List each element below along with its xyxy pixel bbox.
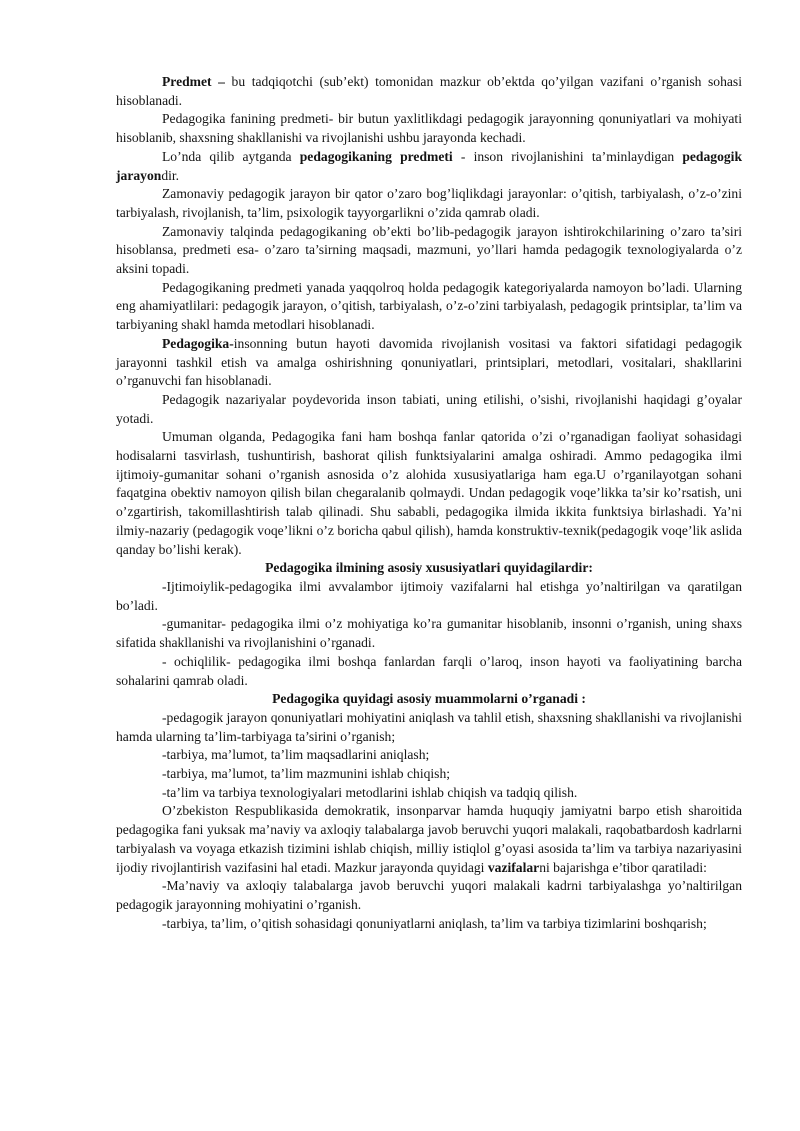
paragraph: [116, 428, 742, 559]
text-run: Zamonaviy talqinda pedagogikaning ob’ekti bo’lib-pedagogik jarayon ishtirokchilarining o’zaro ta’siri hisoblansa, predmeti esa- o’zaro ta’sirning maqsadi, mazmuni, yo’llari hamda pedagogik texnologiyalarda o’z aksini topadi.: [116, 223, 742, 277]
text-run: Umuman olganda, Pedagogika fani ham boshqa fanlar qatorida o’zi o’rganadigan faoliyat sohasidagi hodisalarni tasvirlash, tushuntirish, bashorat qilish funktsiyalarini amalga oshiradi. Ammo pedagogika ilmi ijtimoiy-gumanitar sohani o’rganish asnosida o’z alohida xususiyatlariga ham ega.U o’rganilayotgan sohani faqatgina obektiv namoyon qilish bilan chegaralanib qolmaydi. Undan pedagogik voqe’likka ta’sir ko’rsatish, uni o’zgartirish, takomillashtirish talab qilinadi. Shu sababli, pedagogika ilmida ikkita funktsiya birlashadi. Ya’ni ilmiy-nazariy (pedagogik voqe’likni o’z boricha qabul qilish), hamda konstruktiv-texnik(pedagogik voqe’lik aslida qanday bo’lishi kerak).: [116, 429, 742, 557]
paragraph: [116, 148, 742, 185]
paragraph: [116, 709, 742, 746]
paragraph: [116, 391, 742, 428]
text-run: - inson rivojlanishini ta’minlaydigan: [452, 148, 683, 164]
text-run: -tarbiya, ma’lumot, ta’lim maqsadlarini aniqlash;: [162, 747, 430, 763]
text-run: -tarbiya, ma’lumot, ta’lim mazmunini ishlab chiqish;: [162, 766, 451, 782]
paragraph: [116, 223, 742, 279]
bold-text: Pedagogika ilmining asosiy xususiyatlari quyidagilardir:: [265, 560, 593, 576]
paragraph: [116, 746, 742, 765]
paragraph: [116, 578, 742, 615]
paragraph: [116, 784, 742, 803]
text-run: bu tadqiqotchi (sub’ekt) tomonidan mazkur ob’ektda qo’yilgan vazifani o’rganish sohasi hisoblanadi.: [116, 74, 742, 108]
text-run: -gumanitar- pedagogika ilmi o’z mohiyatiga ko’ra gumanitar hisoblanib, insonni o’rganish, uning shaxs sifatida shakllanishi va rivojlanishini o’rganadi.: [116, 616, 742, 651]
text-run: -Ijtimoiylik-pedagogika ilmi avvalambor ijtimoiy vazifalarni hal etishga yo’naltirilgan va qaratilgan bo’ladi.: [116, 578, 742, 613]
text-run: Pedagogik nazariyalar poydevorida inson tabiati, uning etilishi, o’sishi, rivojlanishi haqidagi g’oyalar yotadi.: [116, 391, 742, 426]
text-run: insonning butun hayoti davomida rivojlanish vositasi va faktori sifatidagi pedagogik jarayonni tashkil etish va amalga oshirishning qonuniyatlari, printsiplari, metodlari, vositalari, shakllarini o’rganuvchi fan hisoblanadi.: [116, 335, 742, 389]
paragraph: [116, 335, 742, 391]
section-heading: [116, 690, 742, 709]
text-run: - ochiqlilik- pedagogika ilmi boshqa fanlardan farqli o’laroq, inson hayoti va faoliyatining barcha sohalarini qamrab oladi.: [116, 653, 742, 688]
bold-text: pedagogikaning predmeti: [299, 148, 453, 164]
paragraph: [116, 110, 742, 147]
text-run: -Ma’naviy va axloqiy talabalarga javob beruvchi yuqori malakali kadrni tarbiyalashga yo’naltirilgan pedagogik jarayonning mohiyatini o’rganish.: [116, 878, 742, 912]
text-run: dir.: [161, 167, 180, 183]
bold-text: vazifalar: [487, 859, 540, 875]
text-run: O’zbekiston Respublikasida demokratik, insonparvar hamda huquqiy jamiyatni barpo etish sharoitida pedagogika fani yuksak ma’naviy va axloqiy talabalarga javob beruvchi yuqori malakali, raqobatbardosh kadrlarni tarbiyalash va voyaga etkazish tizimini ishlab chiqish, milliy istiqlol g’oyasi asosida ta’lim va tarbiya nazariyasini ijodiy rivojlantirish vazifasini hal etadi. Mazkur jarayonda quyidagi: [116, 803, 742, 875]
paragraph: [116, 915, 742, 934]
section-heading: [116, 559, 742, 578]
text-run: -tarbiya, ta’lim, o’qitish sohasidagi qonuniyatlarni aniqlash, ta’lim va tarbiya tizimlarini boshqarish;: [162, 915, 707, 931]
paragraph: [116, 73, 742, 110]
text-run: Lo’nda qilib aytganda: [162, 148, 300, 164]
paragraph: [116, 765, 742, 784]
text-run: Pedagogikaning predmeti yanada yaqqolroq holda pedagogik kategoriyalarda namoyon bo’ladi. Ularning eng ahamiyatlilari: pedagogik jarayon, o’qitish, tarbiyalash, o’z-o’zini tarbiyalash, pedagogik printsiplar, ta’lim va tarbiyaning shakl hamda metodlari hisoblanadi.: [116, 279, 742, 333]
paragraph: [116, 185, 742, 222]
paragraph: [116, 279, 742, 335]
document-page: [116, 73, 742, 933]
bold-text: Predmet –: [162, 74, 232, 89]
paragraph: [116, 615, 742, 652]
text-run: -ta’lim va tarbiya texnologiyalari metodlarini ishlab chiqish va tadqiq qilish.: [162, 784, 578, 800]
paragraph: [116, 653, 742, 690]
bold-text: Pedagogika quyidagi asosiy muammolarni o’rganadi :: [272, 691, 586, 707]
text-run: -pedagogik jarayon qonuniyatlari mohiyatini aniqlash va tahlil etish, shaxsning shakllanishi va rivojlanishi hamda ularning ta’lim-tarbiyaga ta’sirini o’rganish;: [116, 709, 742, 744]
bold-text: pedagogik jarayon: [116, 148, 743, 183]
paragraph: [116, 877, 742, 914]
bold-text: Pedagogika-: [162, 335, 234, 351]
paragraph: [116, 802, 742, 877]
text-run: Zamonaviy pedagogik jarayon bir qator o’zaro bog’liqlikdagi jarayonlar: o’qitish, tarbiyalash, o’z-o’zini tarbiyalash, rivojlanish, ta’lim, psixologik tayyorgarlikni o’zida qamrab oladi.: [116, 186, 742, 220]
text-run: ni bajarishga e’tibor qaratiladi:: [539, 859, 707, 875]
text-run: Pedagogika fanining predmeti- bir butun yaxlitlikdagi pedagogik jarayonning qonuniyatlari va mohiyati hisoblanib, shaxsning shakllanishi va rivojlanishi ushbu jarayonda kechadi.: [116, 111, 742, 146]
